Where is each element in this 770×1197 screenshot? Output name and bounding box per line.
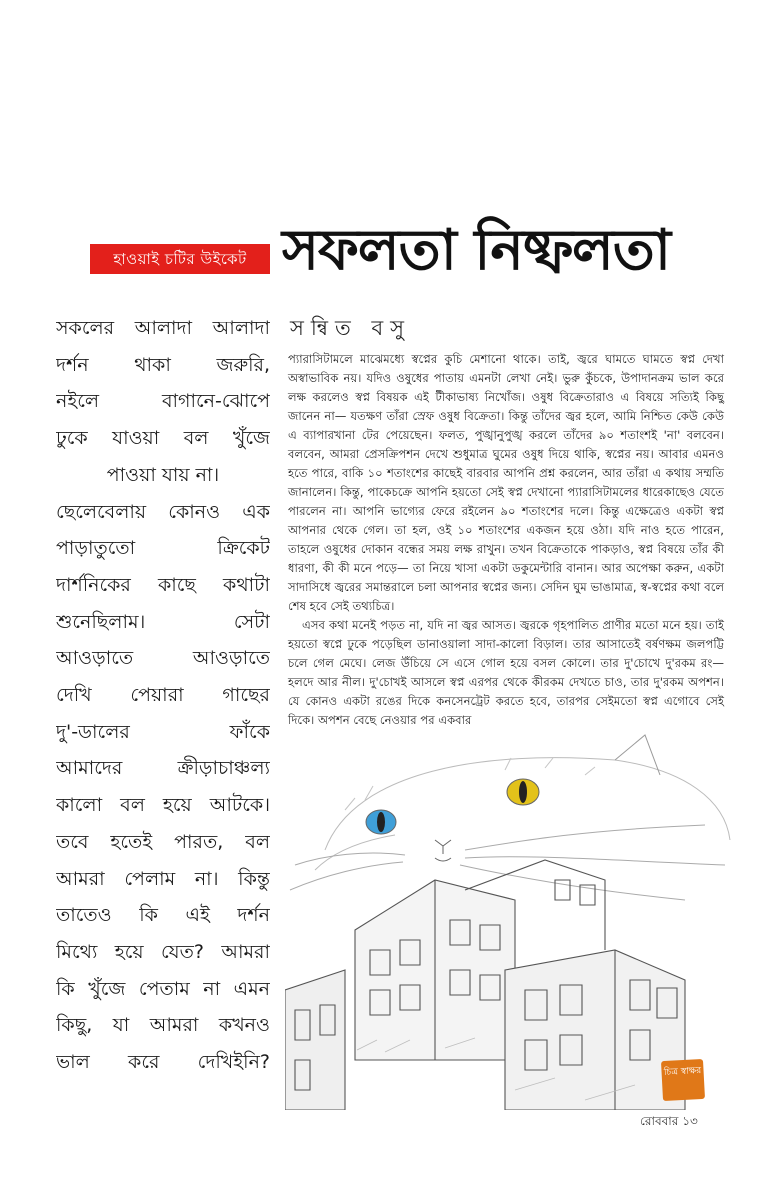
pullquote [56, 310, 270, 1081]
article-body [288, 350, 724, 730]
pullquote-line: দার্শনিকের কাছে কথাটা [56, 573, 270, 596]
pullquote-line: পাড়াতুতো ক্রিকেট [56, 537, 270, 560]
byline: সন্বিত বসু [290, 316, 412, 340]
pullquote-line: ছেলেবেলায় কোনও এক [56, 500, 270, 523]
pullquote-line: তাতেও কি এই দর্শন [56, 904, 270, 927]
pullquote-line: মিথ্যে হয়ে যেত? আমরা [56, 940, 270, 963]
page-folio: রোববার ১৩ [640, 1114, 698, 1128]
artist-signature: চিত্র স্বাক্ষর [661, 1059, 705, 1101]
cat-eye-yellow [507, 779, 539, 805]
pullquote-line: ঢুকে যাওয়া বল খুঁজে [56, 427, 270, 450]
section-tag: হাওয়াই চটির উইকেট [90, 244, 270, 274]
pullquote-line: কালো বল হয়ে আটকে। [56, 794, 270, 817]
pullquote-line: পাওয়া যায় না। [106, 463, 220, 486]
pullquote-line: আমরা পেলাম না। কিন্তু [56, 867, 270, 890]
pullquote-line: কি খুঁজে পেতাম না এমন [56, 977, 270, 1000]
cat-eye-blue [366, 810, 396, 834]
pullquote-line: শুনেছিলাম। সেটা [56, 610, 270, 633]
pullquote-line: সকলের আলাদা আলাদা [56, 317, 270, 339]
body-paragraph: এসব কথা মনেই পড়ত না, যদি না জ্বর আসত। জ্বরকে গৃহপালিত প্রাণীর মতো মনে হয়। তাই হয়তো স্বপ্নে ঢুকে পড়েছিল ডানাওয়ালা সাদা-কালো বিড়াল। তার আসাতেই বর্ষণক্ষম জলপট্টি চলে গেল মেঘে। লেজ উঁচিয়ে সে এসে গোল হয়ে বসল কোলে। তার দু'চোখে দু'রকম রং— হলদে আর নীল। দু'চোখই আসলে স্বপ্ন এরপর থেকে কীরকম দেখতে চাও, তার দু'রকম অপশন। যে কোনও একটা রঙের দিকে কনসেনট্রেট করতে হবে, তারপর সেইমতো স্বপ্ন এগোবে সেই দিকে। অপশন বেছে নেওয়ার পর একবার [288, 618, 724, 727]
pullquote-line: কিছু, যা আমরা কখনও [56, 1014, 270, 1037]
headline: সফলতা নিষ্ফলতা [282, 217, 671, 283]
pullquote-line: আওড়াতে আওড়াতে [56, 647, 270, 670]
pullquote-line: দর্শন থাকা জরুরি, [56, 353, 270, 376]
cat-city-illustration [285, 730, 740, 1110]
body-paragraph: প্যারাসিটামলে মাঝেমধ্যে স্বপ্নের কুচি মেশানো থাকে। তাই, জ্বরে ঘামতে ঘামতে স্বপ্ন দেখা অস্বাভাবিক নয়। যদিও ওষুধের পাতায় এমনটা লেখা নেই। ভুরু কুঁচকে, উপাদানক্রম ভাল করে লক্ষ করলেও স্বপ্ন বিষয়ক এই টীকাভাষ্য নিখোঁজ। ওষুধ বিক্রেতারাও এ বিষয়ে সত্যিই কিছু জানেন না— যতক্ষণ তাঁরা স্রেফ ওষুধ বিক্রেতা। কিন্তু তাঁদের জ্বর হলে, আমি নিশ্চিত কেউ কেউ এ ব্যাপারখানা টের পেয়েছেন। ফলত, পুঙ্খানুপুঙ্খ করলে তাঁদের ৯০ শতাংশই 'না' বলবেন। বলবেন, আমরা প্রেসক্রিপশন দেখে শুধুমাত্র ঘুমের ওষুধ দিয়ে থাকি, স্বপ্নের নয়। আবার এমনও হতে পারে, বাকি ১০ শতাংশের কাছেই বারবার আপনি প্রশ্ন করলেন, আর তাঁরা এ কথায় সম্মতি জানালেন। কিন্তু, পাকেচক্রে আপনি হয়তো সেই স্বপ্ন দেখানো প্যারাসিটামলের ধারেকাছেও যেতে পারলেন না। আপনি ভাগ্যের ফেরে রইলেন ৯০ শতাংশের দলে। কিন্তু এক্ষেত্রেও একটা স্বপ্ন আপনার থেকে গেল। তা হল, ওই ১০ শতাংশের একজন হয়ে ওঠা। যদি নাও হতে পারেন, তাহলে ওষুধের দোকান বন্ধের সময় লক্ষ রাখুন। তখন বিক্রেতাকে পাকড়াও, স্বপ্ন বিষয়ে তাঁর কী ধারণা, কী কী মনে পড়ে— তা নিয়ে খাসা একটা ডকুমেন্টারি বানান। আর অপেক্ষা করুন, একটা সাদাসিধে জ্বরের সমান্তরালে চলা আপনার স্বপ্নের জন্য। সেদিন ঘুম ভাঙামাত্র, স্ব-স্বপ্নের কথা বলে শেষ হবে সেই তথ্যচিত্র। [288, 352, 724, 613]
pullquote-line: আমাদের ক্রীড়াচাঞ্চল্য [56, 757, 270, 780]
pullquote-line: নইলে বাগানে-ঝোপে [56, 390, 270, 413]
pullquote-line: তবে হতেই পারত, বল [56, 830, 270, 853]
pullquote-line: দেখি পেয়ারা গাছের [56, 684, 270, 707]
pullquote-line: দু'-ডালের ফাঁকে [56, 720, 270, 743]
pullquote-line: ভাল করে দেখিইনি? [56, 1051, 270, 1074]
